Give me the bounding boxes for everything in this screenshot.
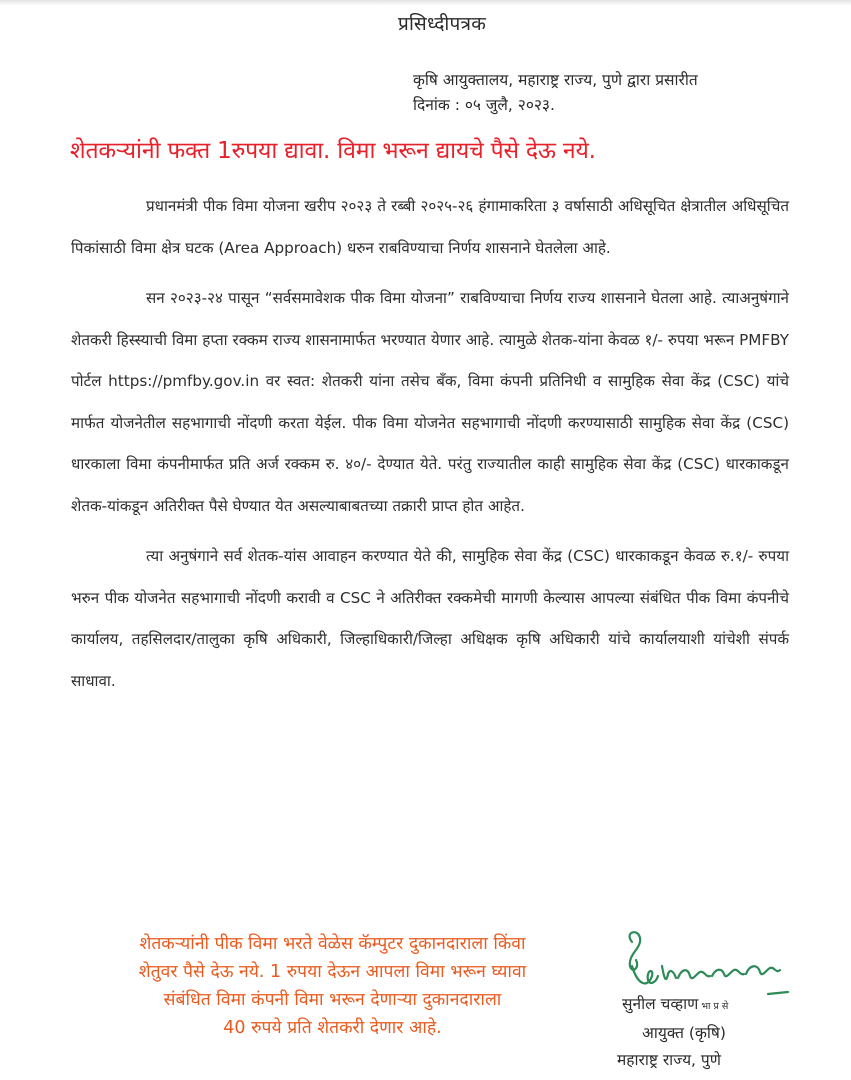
footnote-line: 40 रुपये प्रति शेतकरी देणार आहे. — [223, 1018, 442, 1038]
footnote-notice — [60, 930, 605, 1042]
signatory-place: महाराष्ट्र राज्य, पुणे — [617, 1051, 721, 1069]
top-edge-shadow — [0, 0, 851, 6]
paragraph-2: सन २०२३-२४ पासून “सर्वसमावेशक पीक विमा योजना” राबविण्याचा निर्णय राज्य शासनाने घेतला आहे. त्याअनुषंगाने शेतकरी हिस्स्याची विमा हप्ता रक्कम राज्य शासनामार्फत भरण्यात येणार आहे. त्यामुळे शेतक-यांना केवळ १/- रुपया भरून PMFBY पोर्टल https://pmfby.gov.in वर स्वत: शेतकरी यांना तसेच बँक, विमा कंपनी प्रतिनिधी व सामुहिक सेवा केंद्र (CSC) यांचे मार्फत योजनेतील सहभागाची नोंदणी करता येईल. पीक विमा योजनेत सहभागाची नोंदणी करण्यासाठी सामुहिक सेवा केंद्र (CSC) धारकाला विमा कंपनीमार्फत प्रति अर्ज रक्कम रु. ४०/- देण्यात येते. परंतु राज्यातील काही सामुहिक सेवा केंद्र (CSC) धारकाकडून शेतक-यांकडून अतिरीक्त पैसे घेण्यात येत असल्याबाबतच्या तक्रारी प्राप्त होत आहेत. — [71, 289, 789, 515]
paragraph-1: प्रधानमंत्री पीक विमा योजना खरीप २०२३ ते रब्बी २०२५-२६ हंगामाकरिता ३ वर्षासाठी अधिसूचित क्षेत्रातील अधिसूचित पिकांसाठी विमा क्षेत्र घटक (Area Approach) धरुन राबविण्याचा निर्णय शासनाने घेतलेला आहे. — [71, 197, 789, 257]
headline-notice: शेतकऱ्यांनी फक्त 1रुपया द्यावा. विमा भरून द्यायचे पैसे देऊ नये. — [70, 138, 596, 164]
issuer-block — [413, 68, 698, 118]
footnote-line: शेतुवर पैसे देऊ नये. 1 रुपया देऊन आपला विमा भरून घ्यावा — [138, 962, 527, 982]
footnote-line: संबंधित विमा कंपनी विमा भरून देणाऱ्या दुकानदाराला — [163, 990, 502, 1010]
issuer-line: कृषि आयुक्तालय, महाराष्ट्र राज्य, पुणे द्वारा प्रसारीत — [413, 71, 698, 89]
signatory-block — [617, 991, 842, 1074]
signatory-designation: आयुक्त (कृषि) — [642, 1024, 726, 1042]
footnote-line: शेतकऱ्यांनी पीक विमा भरते वेळेस कॅम्पुटर दुकानदाराला किंवा — [139, 934, 526, 954]
signatory-name: सुनील चव्हाण — [622, 995, 699, 1013]
signatory-suffix: भा प्र से — [701, 1001, 729, 1012]
document-body — [71, 186, 789, 702]
paragraph-3: त्या अनुषंगाने सर्व शेतक-यांस आवाहन करण्यात येते की, सामुहिक सेवा केंद्र (CSC) धारकाकडून केवळ रु.१/- रुपया भरुन पीक योजनेत सहभागाची नोंदणी करावी व CSC ने अतिरीक्त रक्कमेची मागणी केल्यास आपल्या संबंधित पीक विमा कंपनीचे कार्यालय, तहसिलदार/तालुका कृषि अधिकारी, जिल्हाधिकारी/जिल्हा अधिक्षक कृषि अधिकारी यांचे कार्यालयाशी यांचेशी संपर्क साधावा. — [71, 547, 789, 690]
signature-icon — [618, 926, 818, 1001]
issue-date: दिनांक : ०५ जुलै, २०२३. — [413, 96, 555, 114]
document-title: प्रसिध्दीपत्रक — [398, 13, 487, 35]
